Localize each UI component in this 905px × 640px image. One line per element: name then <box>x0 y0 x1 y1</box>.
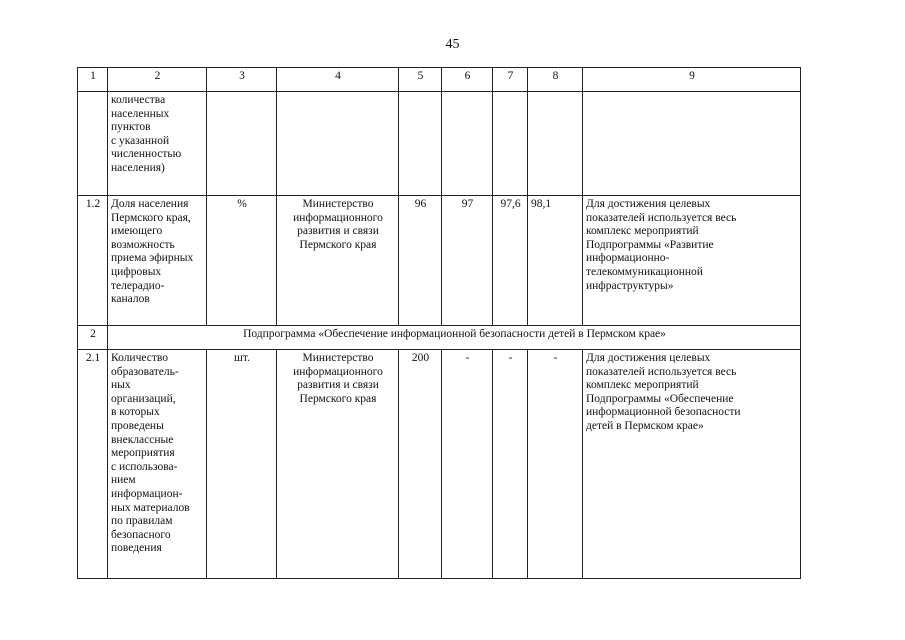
header-cell: 9 <box>583 68 801 92</box>
indicator-name: Количество образователь- ных организаций, в которых проведены внеклассные мероприятия с использова- нием информацион- ных материалов по правилам безопасного поведения <box>108 350 207 579</box>
value-col8: 98,1 <box>528 196 583 326</box>
header-cell: 4 <box>277 68 399 92</box>
header-cell: 7 <box>493 68 528 92</box>
section-row <box>78 326 801 350</box>
table-row <box>78 350 801 579</box>
indicator-name: Доля населения Пермского края, имеющего возможность приема эфирных цифровых телерадио- каналов <box>108 196 207 326</box>
value-col7: 97,6 <box>493 196 528 326</box>
value-col5: 200 <box>399 350 442 579</box>
header-cell: 3 <box>207 68 277 92</box>
value-col6 <box>442 92 493 196</box>
value-col7: - <box>493 350 528 579</box>
value-col5: 96 <box>399 196 442 326</box>
header-cell: 6 <box>442 68 493 92</box>
row-number: 2.1 <box>78 350 108 579</box>
value-col8: - <box>528 350 583 579</box>
header-cell: 5 <box>399 68 442 92</box>
row-number: 1.2 <box>78 196 108 326</box>
value-col5 <box>399 92 442 196</box>
table-header-row <box>78 68 801 92</box>
unit: % <box>207 196 277 326</box>
section-title: Подпрограмма «Обеспечение информационной безопасности детей в Пермском крае» <box>108 326 801 350</box>
indicator-name: количества населенных пунктов с указанной численностью населения) <box>108 92 207 196</box>
unit: шт. <box>207 350 277 579</box>
value-col7 <box>493 92 528 196</box>
indicators-table <box>77 67 801 579</box>
section-number: 2 <box>78 326 108 350</box>
responsible: Министерство информационного развития и связи Пермского края <box>277 196 399 326</box>
header-cell: 2 <box>108 68 207 92</box>
value-col8 <box>528 92 583 196</box>
header-cell: 1 <box>78 68 108 92</box>
table-row <box>78 196 801 326</box>
value-col6: 97 <box>442 196 493 326</box>
note: Для достижения целевых показателей используется весь комплекс мероприятий Подпрограммы «Обеспечение информационной безопасности детей в Пермском крае» <box>583 350 801 579</box>
unit <box>207 92 277 196</box>
value-col6: - <box>442 350 493 579</box>
responsible: Министерство информационного развития и связи Пермского края <box>277 350 399 579</box>
page-number: 45 <box>445 37 460 52</box>
header-cell: 8 <box>528 68 583 92</box>
note <box>583 92 801 196</box>
row-number <box>78 92 108 196</box>
table-row <box>78 92 801 196</box>
responsible <box>277 92 399 196</box>
note: Для достижения целевых показателей используется весь комплекс мероприятий Подпрограммы «Развитие информационно- телекоммуникационной инфраструктуры» <box>583 196 801 326</box>
